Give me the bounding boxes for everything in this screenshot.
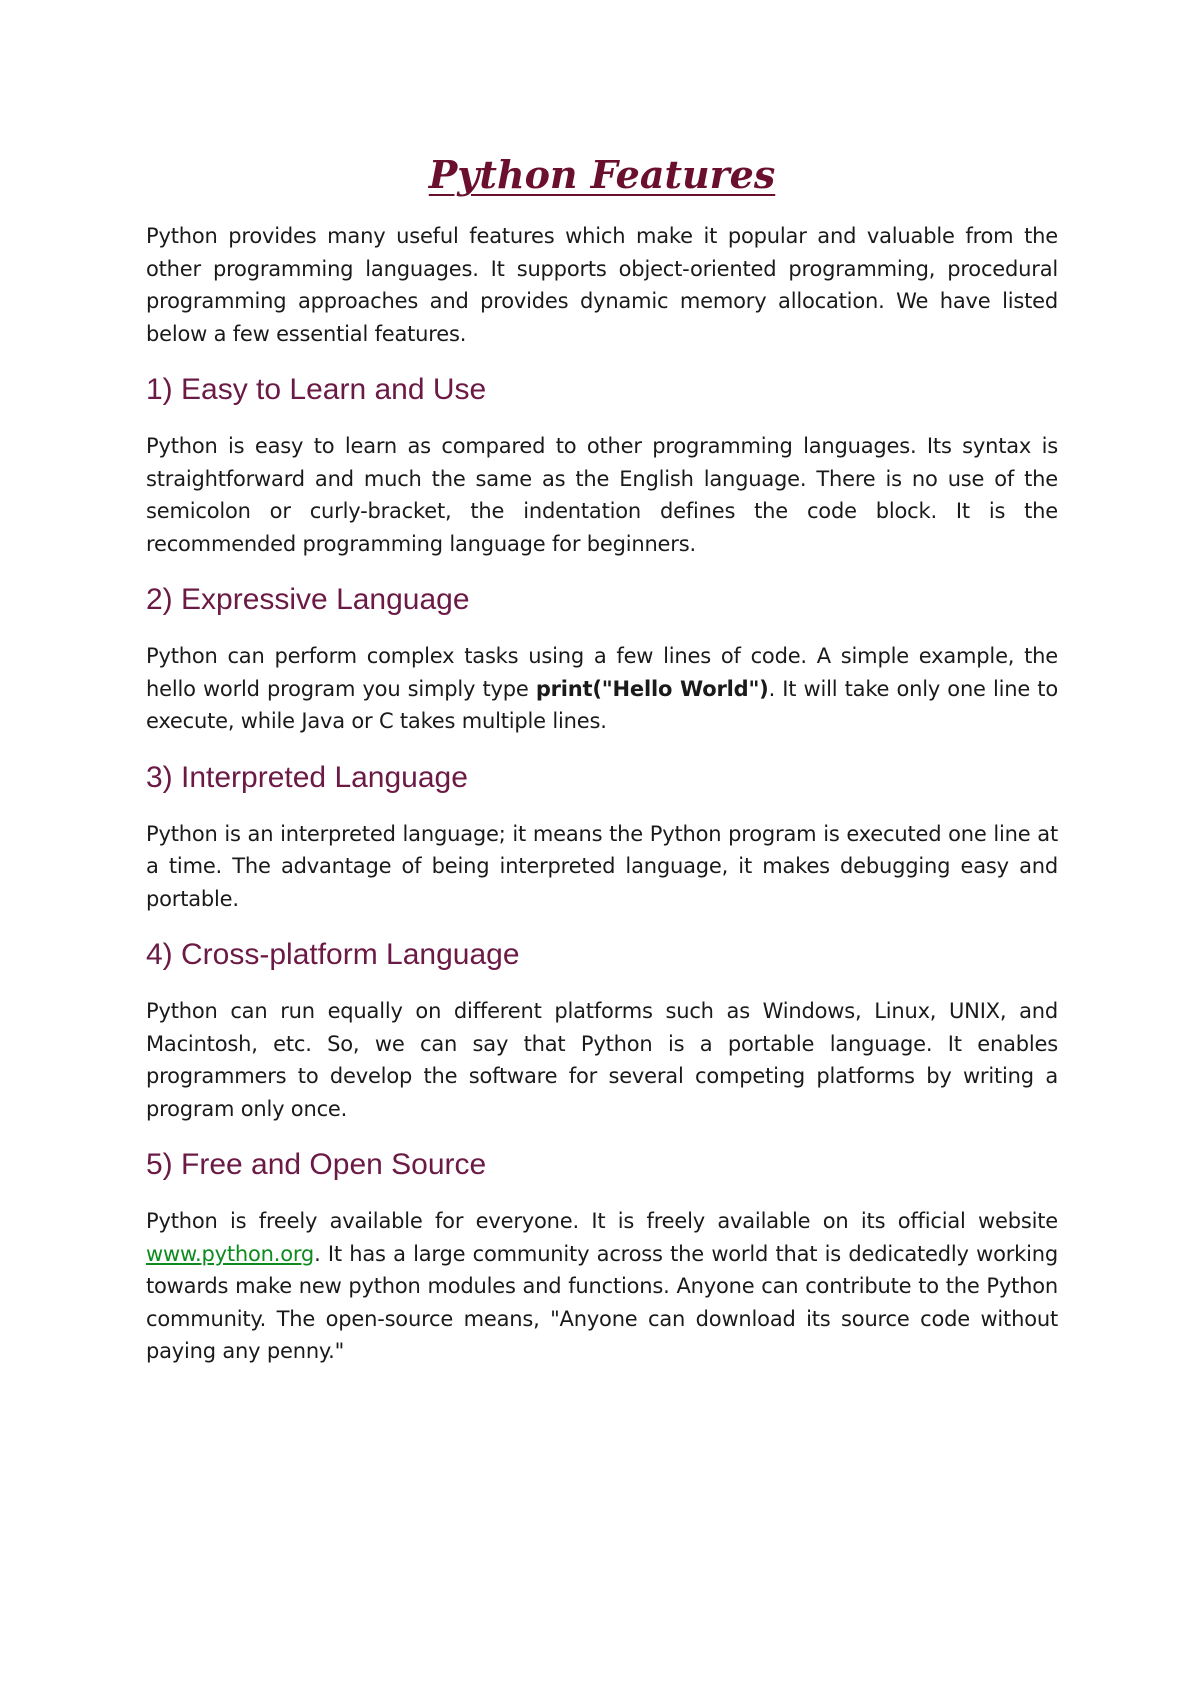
- intro-paragraph: Python provides many useful features which make it popular and valuable from the other programming languages. It supports object-oriented programming, procedural programming approaches and provides dynamic memory allocation. We have listed below a few essential features.: [146, 224, 1058, 346]
- section-body-cross-platform: Python can run equally on different platforms such as Windows, Linux, UNIX, and Macintosh, etc. So, we can say that Python is a portable language. It enables programmers to develop the software for several competing platforms by writing a program only once.: [146, 999, 1058, 1121]
- open-source-text-before: Python is freely available for everyone. It is freely available on its official website: [146, 1209, 1058, 1233]
- section-body-interpreted: Python is an interpreted language; it means the Python program is executed one line at a time. The advantage of being interpreted language, it makes debugging easy and portable.: [146, 821, 1058, 911]
- section-heading-cross-platform: 4) Cross-platform Language: [146, 938, 520, 971]
- section-heading-easy-to-learn: 1) Easy to Learn and Use: [146, 373, 487, 406]
- open-source-text-after: . It has a large community across the world that is dedicatedly working towards make new python modules and functions. Anyone can contribute to the Python community. The open-source means, "Anyone can download its source code without paying any penny.": [146, 1241, 1058, 1363]
- page-title: Python Features: [428, 152, 776, 197]
- section-heading-interpreted: 3) Interpreted Language: [146, 760, 468, 794]
- section-body-easy-to-learn: Python is easy to learn as compared to other programming languages. Its syntax is straightforward and much the same as the English language. There is no use of the semicolon or curly-bracket, the indentation defines the code block. It is the recommended programming language for beginners.: [146, 434, 1058, 556]
- hello-world-code: print("Hello World"): [535, 676, 769, 701]
- expressive-text-before: Python can perform complex tasks using a few lines of code. A simple example, the hello world program you simply type: [146, 644, 1058, 701]
- python-org-link[interactable]: www.python.org: [146, 1241, 315, 1266]
- section-body-expressive: [146, 640, 1058, 738]
- document-content: [146, 150, 1058, 1368]
- section-heading-expressive: 2) Expressive Language: [146, 583, 470, 616]
- section-body-free-open-source: [146, 1205, 1058, 1368]
- section-heading-free-open-source: 5) Free and Open Source: [146, 1148, 487, 1181]
- expressive-text-after: . It will take only one line to execute, while Java or C takes multiple lines.: [146, 676, 1058, 733]
